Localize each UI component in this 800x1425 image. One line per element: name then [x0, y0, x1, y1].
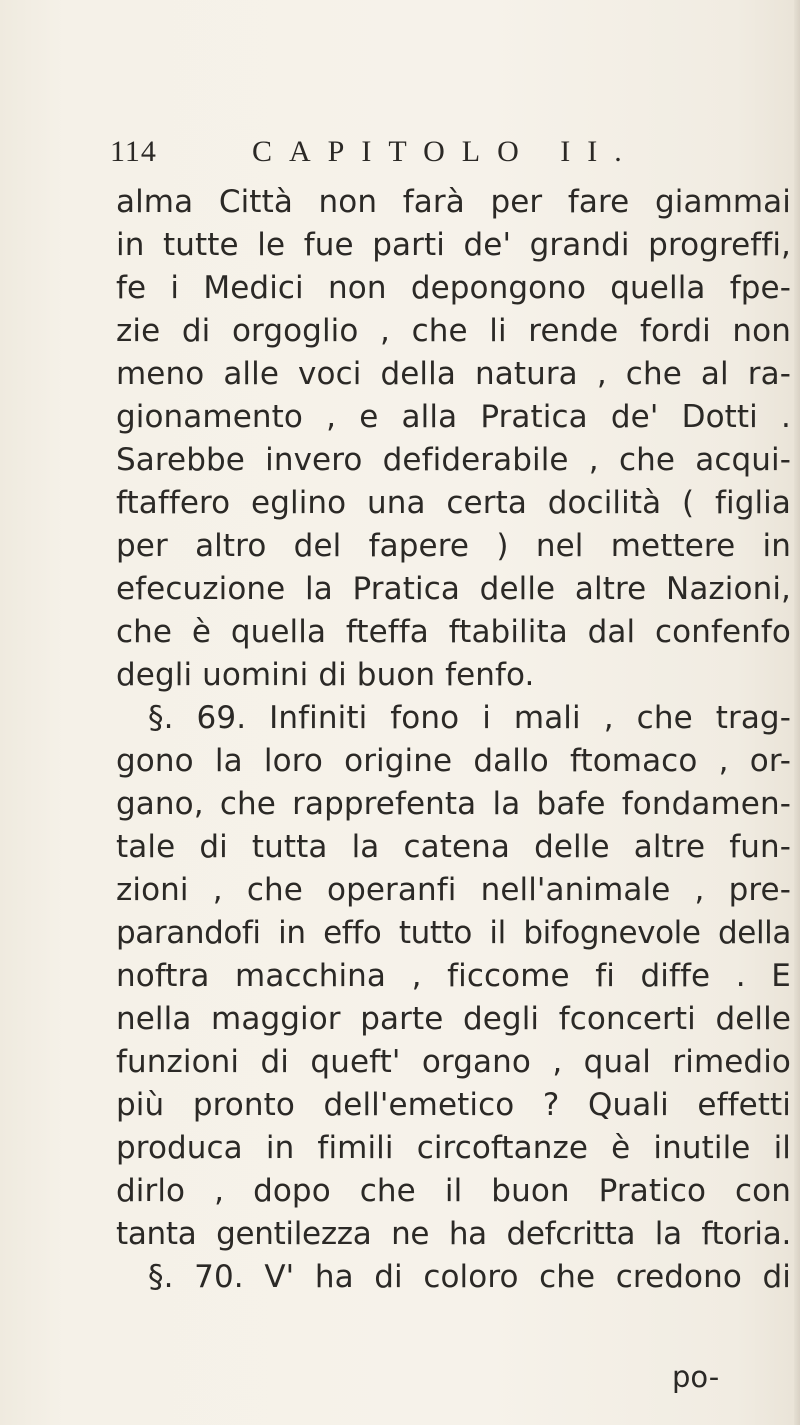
page-header [110, 132, 710, 172]
page-number: 114 [110, 135, 157, 168]
text-line: tale di tutta la catena delle altre fun- [116, 829, 791, 865]
paragraph-first-line: §. 69. Infiniti fono i mali , che trag- [148, 700, 791, 736]
text-line: in tutte le fue parti de' grandi progreffi, [116, 227, 791, 263]
text-line: meno alle voci della natura , che al ra- [116, 356, 791, 392]
running-head: CAPITOLO II. [252, 135, 639, 168]
text-line: nella maggior parte degli fconcerti delle [116, 1001, 791, 1037]
text-line: Sarebbe invero defiderabile , che acqui- [116, 442, 791, 478]
text-line: gano, che rapprefenta la bafe fondamen- [116, 786, 791, 822]
text-line: zie di orgoglio , che li rende fordi non [116, 313, 791, 349]
text-line: che è quella fteffa ftabilita dal confenfo [116, 614, 791, 650]
paragraph-first-line: §. 70. V' ha di coloro che credono di [148, 1259, 791, 1295]
text-line: efecuzione la Pratica delle altre Nazioni, [116, 571, 791, 607]
text-line: più pronto dell'emetico ? Quali effetti [116, 1087, 791, 1123]
text-line: fe i Medici non depongono quella fpe- [116, 270, 791, 306]
text-line: gionamento , e alla Pratica de' Dotti . [116, 399, 791, 435]
text-line: dirlo , dopo che il buon Pratico con [116, 1173, 791, 1209]
text-line: alma Città non farà per fare giammai [116, 184, 791, 220]
text-line: noftra macchina , ficcome fi diffe . E [116, 958, 791, 994]
text-line: degli uomini di buon fenfo. [116, 657, 535, 693]
text-line: per altro del fapere ) nel mettere in [116, 528, 791, 564]
page-edge-shadow [794, 0, 800, 1425]
text-line: gono la loro origine dallo ftomaco , or- [116, 743, 791, 779]
catchword: po- [672, 1360, 720, 1394]
text-line: ftaffero eglino una certa docilità ( figlia [116, 485, 791, 521]
text-line: produca in fimili circoftanze è inutile il [116, 1130, 791, 1166]
text-line: parandofi in effo tutto il bifognevole della [116, 915, 791, 951]
text-line: funzioni di queft' organo , qual rimedio [116, 1044, 791, 1080]
text-line: tanta gentilezza ne ha defcritta la ftoria. [116, 1216, 791, 1252]
text-line: zioni , che operanfi nell'animale , pre- [116, 872, 791, 908]
